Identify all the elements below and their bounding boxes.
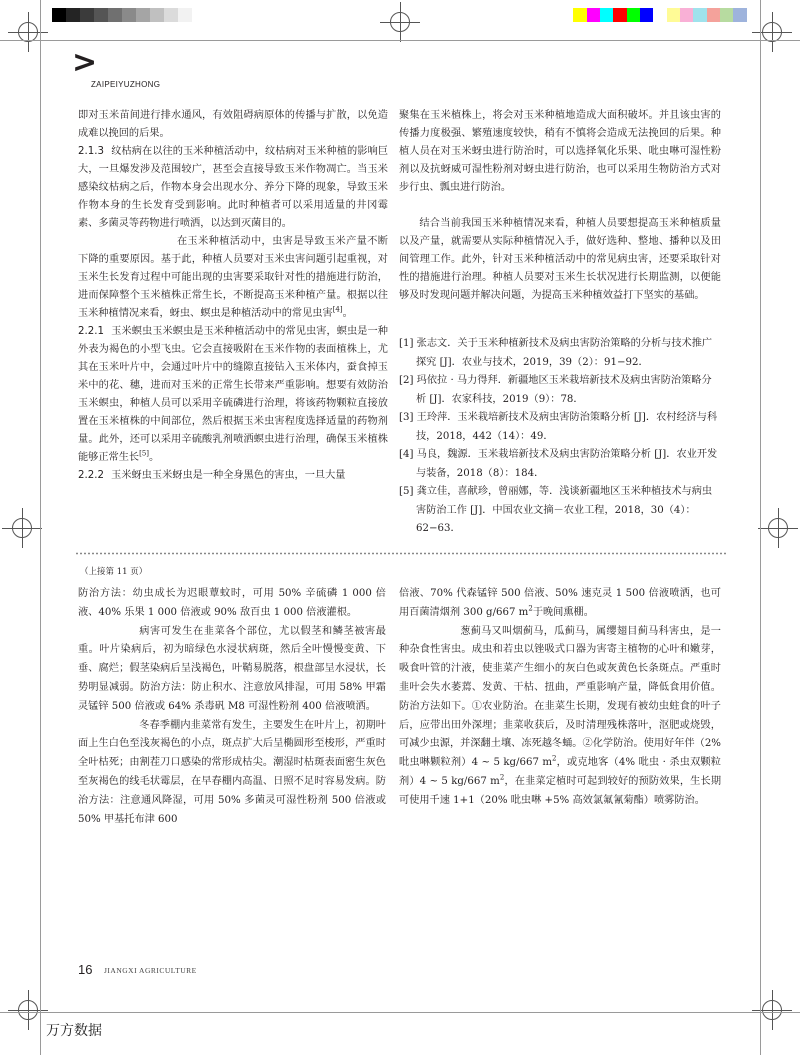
color-swatch: [640, 8, 653, 22]
page-number: 16: [78, 962, 93, 977]
gray-swatch: [108, 8, 122, 22]
gray-swatch: [52, 8, 66, 22]
gray-swatch: [66, 8, 80, 22]
section-2-2-2: [78, 467, 388, 485]
color-swatch: [627, 8, 640, 22]
paragraph: [399, 623, 721, 811]
reference-item: [2] 玛依拉 · 马力得拜．新疆地区玉米栽培新技术及病虫害防治策略分析 [J]．农家科技，2019（9）：78．: [399, 375, 712, 405]
paragraph: 防治方法：幼虫成长为迟眼蕈蚊时，可用 50% 辛硫磷 1 000 倍液、40% 乐果 1 000 倍液或 90% 敌百虫 1 000 倍液灌根。: [78, 588, 386, 618]
reference-item: [5] 龚立佳，喜献珍，曾丽娜，等．浅谈新疆地区玉米种植技术与病虫害防治工作 [J]．中国农业文摘－农业工程，2018，30（4）：62−63．: [399, 486, 713, 534]
registration-mark-middle-right: [758, 508, 798, 548]
paragraph: [399, 585, 721, 623]
conclusion-paragraph: 结合当前我国玉米种植情况来看，种植人员要想提高玉米种植质量以及产量，就需要从实际种植情况入手，做好选种、整地、播种以及田间管理工作。此外，针对玉米种植活动中的常见病虫害，还要采取针对性的措施进行治理。种植人员要对玉米生长状况进行长期监测，以便能够及时发现问题并解决问题，为提高玉米种植效益打下坚实的基础。: [399, 218, 721, 301]
paragraph-text: 葱蓟马又叫烟蓟马，瓜蓟马，属缨翅目蓟马科害虫，是一种杂食性害虫。成虫和若虫以锉吸式口器为害寄主植物的心叶和嫩芽，吸食叶管的汁液，使韭菜产生细小的灰白色或灰黄色长条斑点。严重时韭叶会失水萎蔫、发黄、干枯、扭曲，严重影响产量，降低食用价值。防治方法如下。①农业防治。在韭菜生长期，发现有被幼虫蛀食的叶子后，应带出田外深埋；韭菜收获后，及时清理残株落叶，沤肥或烧毁，可减少虫源，并深翻土壤、冻死越冬蛹。②化学防治。使用好年伴（2% 吡虫啉颗粒剂）4 ~ 5 kg/667 m: [399, 625, 721, 769]
section-title: 纹枯病: [111, 146, 142, 157]
section-2-2-intro: 在玉米种植活动中，虫害是导致玉米产量不断下降的重要原因。基于此，种植人员要对玉米虫害问题引起重视，对玉米生长发育过程中可能出现的虫害要采取针对性的措施进行防治，进而保障整个玉米植株正常生长，不断提高玉米种植产量。根据以往玉米种植情况来看，蚜虫、螟虫是种植活动中的常见虫害[4]。: [78, 236, 388, 319]
paragraph-text: 在玉米种植活动中，虫害是导致玉米产量不断下降的重要原因。基于此，种植人员要对玉米虫害问题引起重视，对玉米生长发育过程中可能出现的虫害要采取针对性的措施进行防治，进而保障整个玉米植株正常生长，不断提高玉米种植产量。根据以往玉米种植情况来看，蚜虫、螟虫是种植活动中的常见虫害: [78, 236, 388, 319]
gray-swatch: [80, 8, 94, 22]
section-text: 在以往的玉米种植活动中，纹枯病对玉米种植的影响巨大，一旦爆发涉及范围较广，甚至会直接导致玉米作物凋亡。当玉米感染纹枯病之后，作物本身会出现水分、养分下降的现象，导致玉米作物本身的生长发育受到影响。此时种植者可以采用适量的井冈霉素、多菌灵等药物进行喷洒，以达到灭菌目的。: [78, 146, 389, 229]
paragraph: 聚集在玉米植株上，将会对玉米种植地造成大面积破坏。并且该虫害的传播力度极强、繁殖速度较快，稍有不慎将会造成无法挽回的后果。种植人员在对玉米蚜虫进行防治时，可以选择氧化乐果、吡虫啉可湿性粉剂以及抗蚜威可湿性粉剂对蚜虫进行防治，也可以采用生物防治方式对步行虫、瓢虫进行防治。: [399, 110, 721, 193]
section-title: 玉米蚜虫: [111, 470, 152, 481]
color-swatch: [600, 8, 613, 22]
header-chevron: >: [72, 45, 98, 80]
journal-name: JIANGXI AGRICULTURE: [104, 966, 197, 975]
color-swatch: [707, 8, 720, 22]
section-title: 玉米螟虫: [111, 326, 153, 337]
left-column: [78, 107, 388, 485]
registration-mark-middle-left: [2, 508, 42, 548]
reference-item: [3] 王玲萍．玉米栽培新技术及病虫害防治策略分析 [J]．农村经济与科技，2018，442（14）：49．: [399, 412, 718, 442]
paragraph-text: ，或克地客（4% 吡虫 · 杀虫双颗粒剂）4 ~ 5 kg/667 m: [399, 757, 721, 787]
registration-mark-top-center: [380, 2, 420, 42]
paragraph: 即对玉米苗间进行排水通风，有效阻碍病原体的传播与扩散，以免造成难以挽回的后果。: [78, 110, 388, 139]
watermark-text: 万方数据: [46, 1023, 102, 1039]
section-number: 2.1.3: [78, 146, 104, 157]
section-text: 玉米蚜虫是一种全身黑色的害虫，一旦大量: [151, 470, 346, 481]
color-swatch: [680, 8, 693, 22]
gray-swatch: [136, 8, 150, 22]
crop-line-top: [0, 40, 800, 41]
section-2-2-1: 2.2.1 玉米螟虫玉米螟虫是玉米种植活动中的常见虫害，螟虫是一种外表为褐色的小型飞虫。它会直接吸附在玉米作物的表面植株上，尤其在玉米叶片中，会通过叶片中的缝隙直接钻入玉米体内，蚕食掉玉米中的花、穗，进而对玉米的正常生长带来严重影响。想要有效防治玉米螟虫，种植人员可以采用辛硫磷进行治理，将该药物颗粒直接放置在玉米植株的中间部位，然后根据玉米虫害程度选择适量的药物剂量。此外，还可以采用辛硫酸乳剂喷洒螟虫进行治理，确保玉米植株能够正常生长[5]。: [78, 326, 388, 463]
paragraph-text: 于晚间熏棚。: [532, 606, 594, 618]
color-swatch: [693, 8, 706, 22]
crop-line-right: [760, 0, 761, 1055]
reference-item: [4] 马良，魏源．玉米栽培新技术及病虫害防治策略分析 [J]．农业开发与装备，2018（8）：184．: [399, 449, 718, 479]
registration-mark-bottom-right: [752, 990, 792, 1030]
crop-line-left: [40, 0, 41, 1055]
section-number: 2.2.1: [78, 326, 104, 337]
section-separator: [75, 552, 727, 555]
color-swatch: [587, 8, 600, 22]
registration-mark-top-left: [8, 12, 48, 52]
citation: [5]: [139, 449, 150, 458]
gray-swatch: [164, 8, 178, 22]
references-list: [399, 335, 721, 539]
color-swatch: [747, 8, 760, 22]
gray-swatch: [122, 8, 136, 22]
color-swatch: [733, 8, 746, 22]
section-number: 2.2.2: [78, 470, 104, 481]
color-swatch: [613, 8, 626, 22]
section-text: 玉米螟虫是玉米种植活动中的常见虫害，螟虫是一种外表为褐色的小型飞虫。它会直接吸附在玉米作物的表面植株上，尤其在玉米叶片中，会通过叶片中的缝隙直接钻入玉米体内，蚕食掉玉米中的花、穗，进而对玉米的正常生长带来严重影响。想要有效防治玉米螟虫，种植人员可以采用辛硫磷进行治理，将该药物颗粒直接放置在玉米植株的中间部位，然后根据玉米虫害程度选择适量的药物剂量。此外，还可以采用辛硫酸乳剂喷洒螟虫进行治理，确保玉米植株能够正常生长: [78, 326, 388, 463]
header-section-label: ZAIPEIYUZHONG: [91, 80, 161, 89]
reference-item: [1] 张志文．关于玉米种植新技术及病虫害防治策略的分析与技术推广探究 [J]．农业与技术，2019，39（2）：91−92．: [399, 338, 713, 368]
superscript: 2: [528, 604, 533, 613]
color-swatch: [653, 8, 666, 22]
crop-line-bottom: [0, 1012, 800, 1013]
paragraph: 冬春季棚内韭菜常有发生，主要发生在叶片上，初期叶面上生白色至浅灰褐色的小点，斑点扩大后呈椭圆形至梭形，严重时全叶枯死；由割茬刀口感染的常形成枯尖。潮湿时枯斑表面密生灰色至灰褐色的线毛状霉层，在早春棚内高温、日照不足时容易发病。防治方法：注意通风降湿，可用 50% 多菌灵可湿性粉剂 500 倍液或 50% 甲基托布津 600: [78, 719, 386, 825]
superscript: 2: [499, 773, 505, 782]
color-swatch: [560, 8, 573, 22]
superscript: 2: [552, 754, 557, 763]
gray-swatch: [94, 8, 108, 22]
gray-swatch: [150, 8, 164, 22]
paragraph-text: 倍液、70% 代森锰锌 500 倍液、50% 速克灵 1 500 倍液喷洒，也可用百菌清烟剂 300 g/667 m: [399, 588, 721, 618]
continuation-right-column: [399, 585, 721, 811]
registration-mark-bottom-left: [8, 990, 48, 1030]
right-column: [399, 107, 721, 305]
citation: [4]: [332, 305, 343, 314]
paragraph-text: ，在韭菜定植时可起到较好的预防效果，生长期可使用千速 1+1（20% 吡虫啉 +5% 高效氯氟氰菊酯）喷雾防治。: [399, 775, 722, 806]
color-swatch: [720, 8, 733, 22]
gray-swatch: [178, 8, 192, 22]
continuation-left-column: [78, 585, 386, 829]
color-swatch: [573, 8, 586, 22]
color-swatch: [667, 8, 680, 22]
section-2-1-3: [78, 143, 388, 233]
grayscale-bar: [52, 8, 192, 22]
paragraph: 病害可发生在韭菜各个部位，尤以假茎和鳞茎被害最重。叶片染病后，初为暗绿色水浸状病斑，然后全叶慢慢变黄、下垂、腐烂；假茎染病后呈浅褐色，叶鞘易脱落，根盘部呈水浸状，长势明显减弱。防治方法：防止积水、注意放风排湿，可用 58% 甲霜灵锰锌 500 倍液或 64% 杀毒矾 M8 可湿性粉剂 400 倍液喷洒。: [78, 625, 386, 712]
continuation-note: （上接第 11 页）: [80, 567, 148, 577]
color-calibration-bar: [560, 8, 760, 22]
